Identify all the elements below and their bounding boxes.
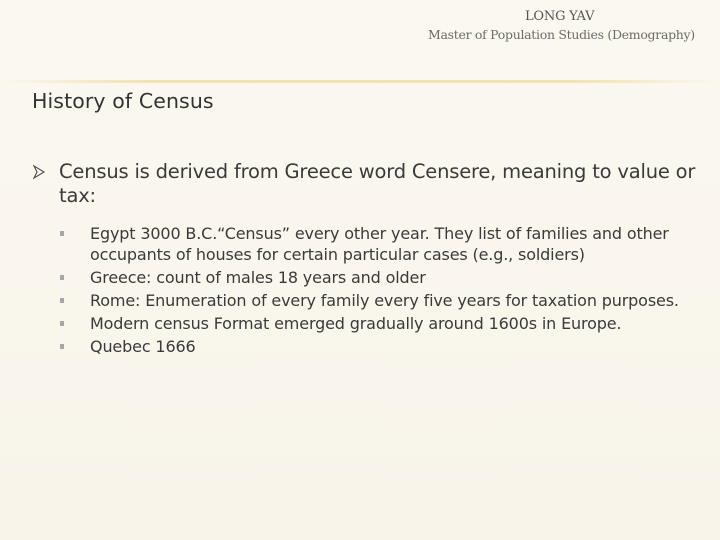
list-item-text: Rome: Enumeration of every family every five years for taxation purposes. <box>90 291 679 310</box>
list-item-text: Greece: count of males 18 years and older <box>90 268 426 287</box>
list-item <box>59 311 699 334</box>
list-item <box>59 288 699 311</box>
square-bullet-icon <box>60 275 64 280</box>
square-bullet-icon <box>60 231 64 236</box>
arrowhead-bullet-icon <box>32 165 46 179</box>
author-affiliation: Master of Population Studies (Demography) <box>428 27 695 42</box>
main-bullet-text: Census is derived from Greece word Censere, meaning to value or tax: <box>59 160 696 207</box>
square-bullet-icon <box>60 298 64 303</box>
square-bullet-icon <box>60 321 64 326</box>
square-bullet-icon <box>60 344 64 349</box>
list-item <box>59 221 699 265</box>
slide-title: History of Census <box>32 89 214 113</box>
list-item <box>59 334 699 357</box>
author-name: LONG YAV <box>525 9 595 24</box>
sub-bullet-list <box>59 221 699 357</box>
list-item-text: Quebec 1666 <box>90 337 196 356</box>
header-divider <box>0 80 720 83</box>
list-item-text: Egypt 3000 B.C.“Census” every other year. They list of families and other occupants of houses for certain particular cases (e.g., soldiers) <box>90 224 669 264</box>
list-item-text: Modern census Format emerged gradually around 1600s in Europe. <box>90 314 622 333</box>
list-item <box>59 265 699 288</box>
